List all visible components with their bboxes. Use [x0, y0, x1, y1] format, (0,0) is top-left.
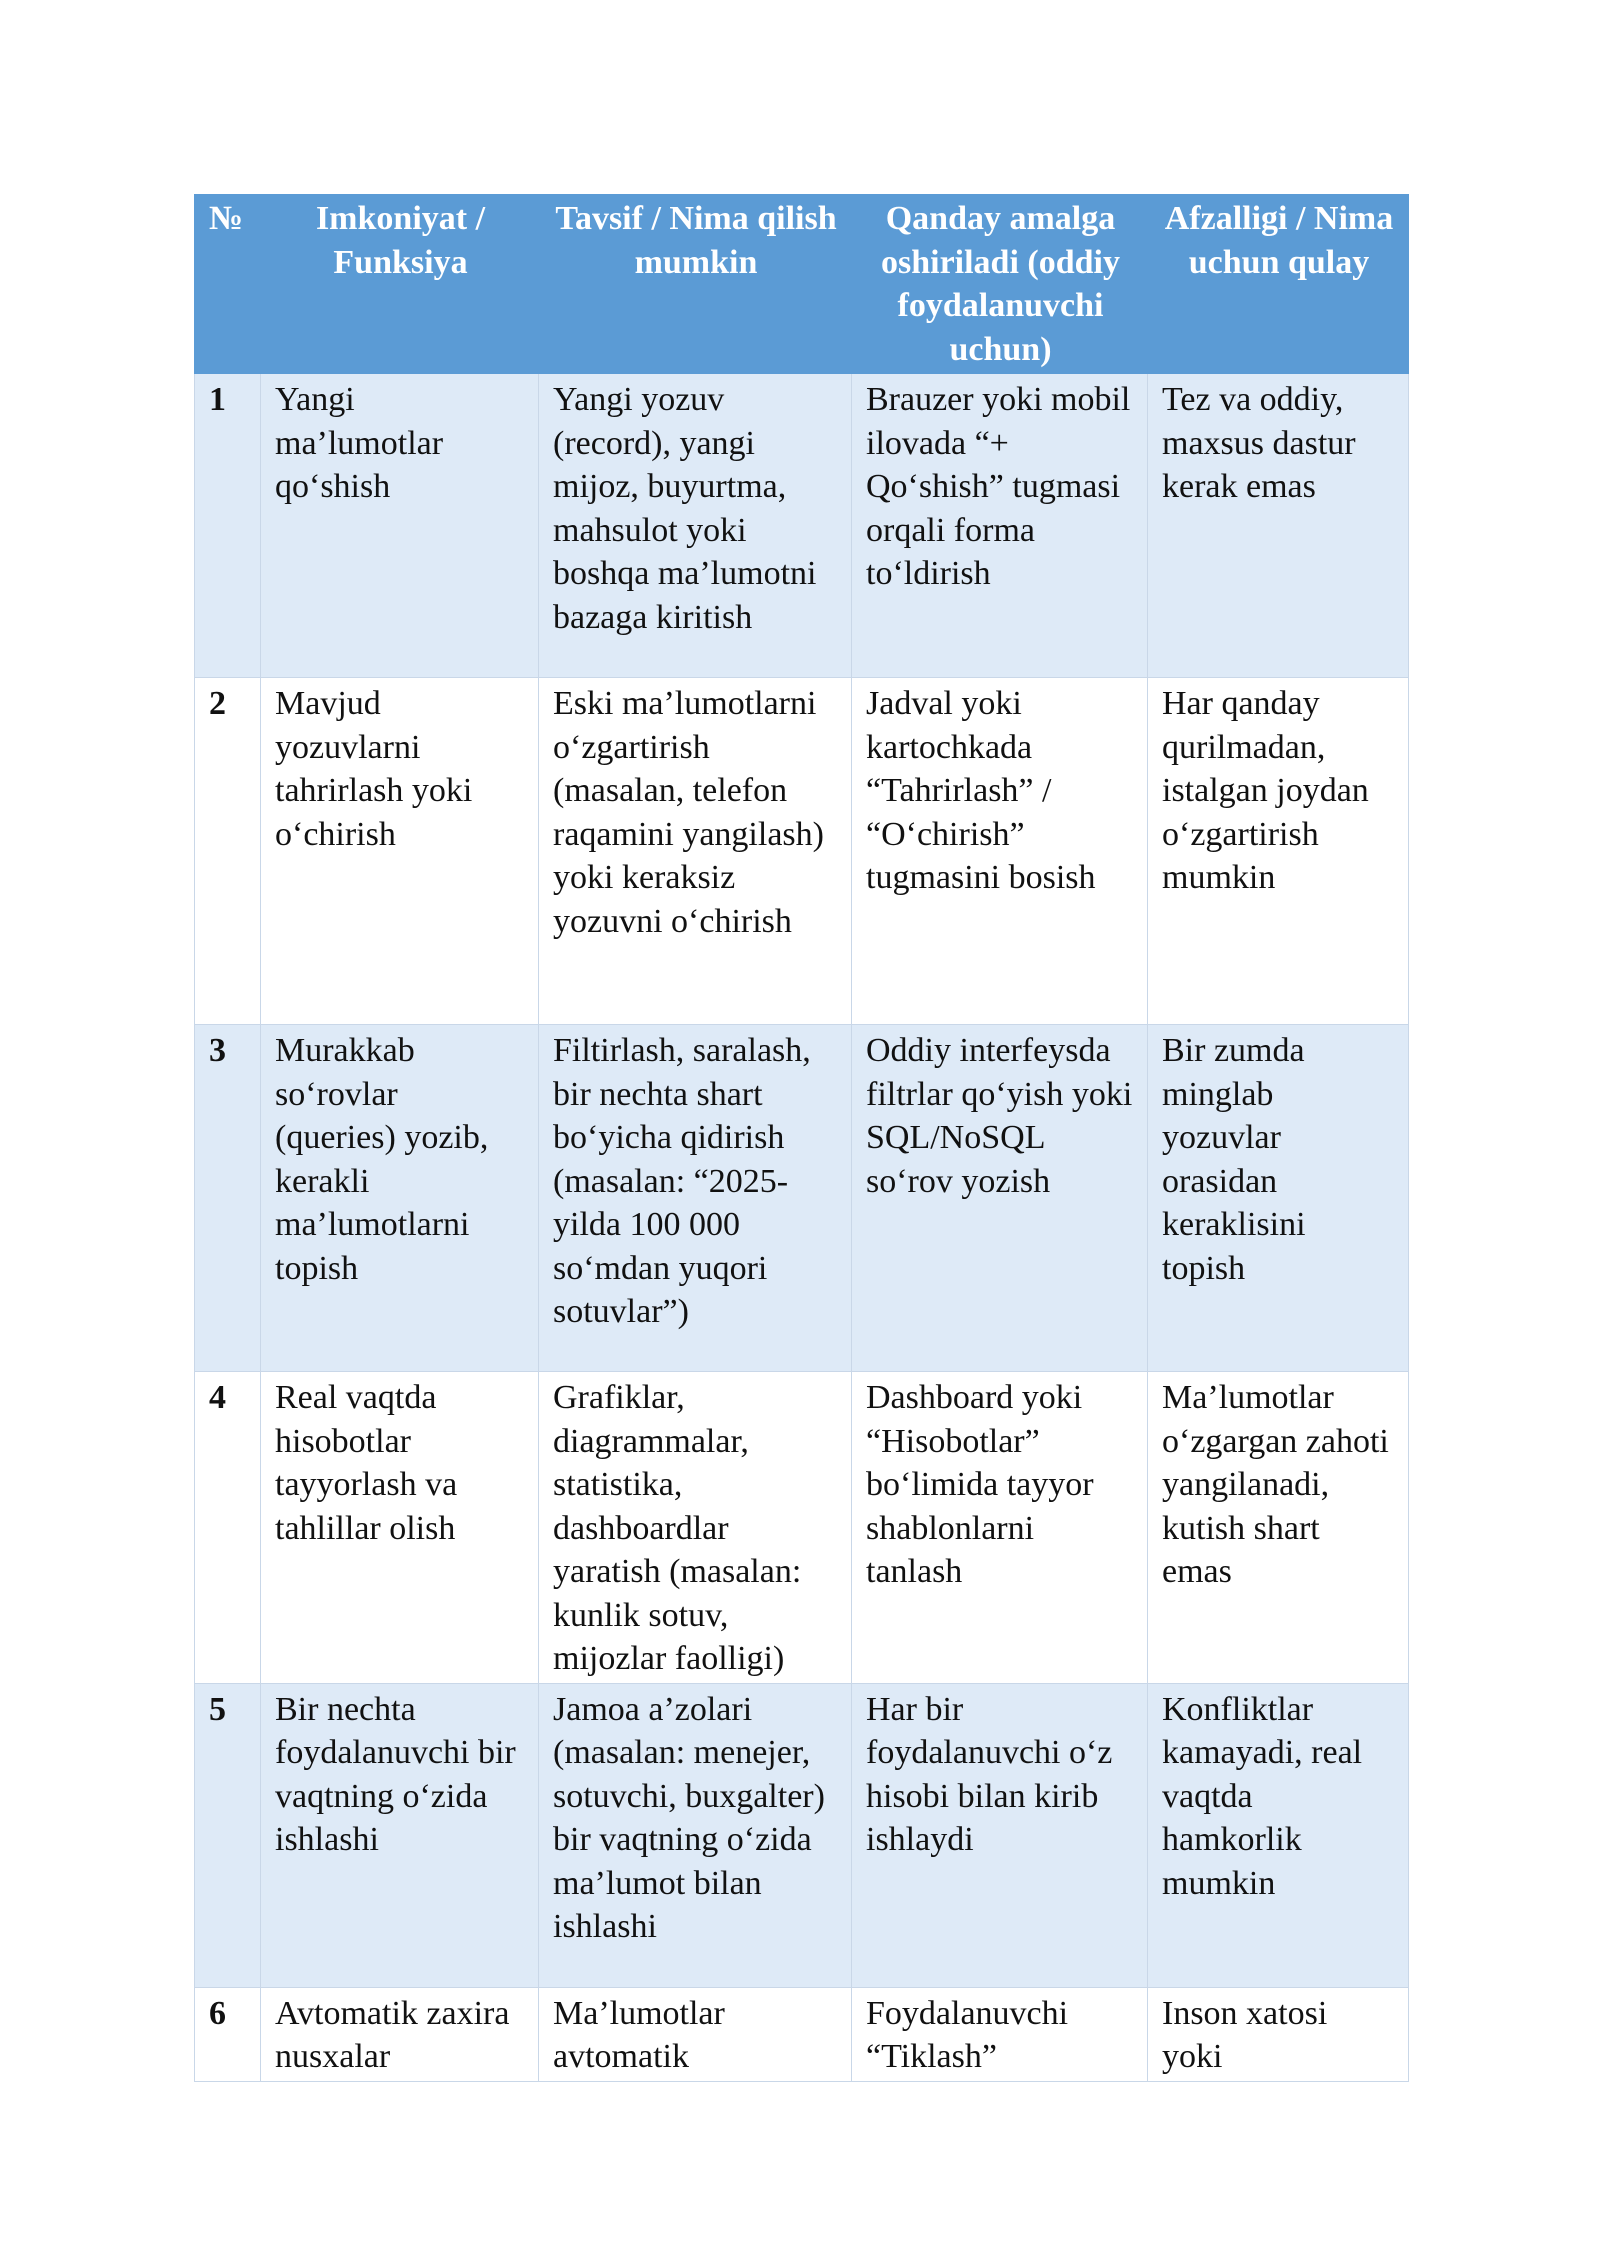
feature-cell: Yangi ma’lumotlar qo‘shish	[261, 374, 539, 678]
description-cell: Jamoa a’zolari (masalan: menejer, sotuvchi, buxgalter) bir vaqtning o‘zida ma’lumot bilan ishlashi	[539, 1683, 852, 1987]
table-header-row	[195, 195, 1409, 374]
table-row	[195, 1025, 1409, 1372]
header-benefit: Afzalligi / Nima uchun qulay	[1148, 195, 1409, 374]
row-number: 6	[195, 1987, 261, 2081]
table-row	[195, 374, 1409, 678]
description-cell: Ma’lumotlar avtomatik	[539, 1987, 852, 2081]
how-cell: Brauzer yoki mobil ilovada “+ Qo‘shish” tugmasi orqali forma to‘ldirish	[852, 374, 1148, 678]
benefit-cell: Konfliktlar kamayadi, real vaqtda hamkorlik mumkin	[1148, 1683, 1409, 1987]
how-cell: Jadval yoki kartochkada “Tahrirlash” / “O‘chirish” tugmasini bosish	[852, 678, 1148, 1025]
header-how: Qanday amalga oshiriladi (oddiy foydalanuvchi uchun)	[852, 195, 1148, 374]
description-cell: Yangi yozuv (record), yangi mijoz, buyurtma, mahsulot yoki boshqa ma’lumotni bazaga kiritish	[539, 374, 852, 678]
how-cell: Oddiy interfeysda filtrlar qo‘yish yoki SQL/NoSQL so‘rov yozish	[852, 1025, 1148, 1372]
feature-cell: Bir nechta foydalanuvchi bir vaqtning o‘zida ishlashi	[261, 1683, 539, 1987]
feature-cell: Avtomatik zaxira nusxalar	[261, 1987, 539, 2081]
description-cell: Eski ma’lumotlarni o‘zgartirish (masalan, telefon raqamini yangilash) yoki keraksiz yozuvni o‘chirish	[539, 678, 852, 1025]
feature-cell: Murakkab so‘rovlar (queries) yozib, kerakli ma’lumotlarni topish	[261, 1025, 539, 1372]
benefit-cell: Tez va oddiy, maxsus dastur kerak emas	[1148, 374, 1409, 678]
feature-cell: Mavjud yozuvlarni tahrirlash yoki o‘chirish	[261, 678, 539, 1025]
table-row	[195, 678, 1409, 1025]
header-feature: Imkoniyat / Funksiya	[261, 195, 539, 374]
table-row	[195, 1987, 1409, 2081]
row-number: 5	[195, 1683, 261, 1987]
benefit-cell: Har qanday qurilmadan, istalgan joydan o‘zgartirish mumkin	[1148, 678, 1409, 1025]
description-cell: Grafiklar, diagrammalar, statistika, dashboardlar yaratish (masalan: kunlik sotuv, mijozlar faolligi)	[539, 1372, 852, 1684]
benefit-cell: Ma’lumotlar o‘zgargan zahoti yangilanadi, kutish shart emas	[1148, 1372, 1409, 1684]
table-row	[195, 1372, 1409, 1684]
description-cell: Filtirlash, saralash, bir nechta shart bo‘yicha qidirish (masalan: “2025-yilda 100 000 so‘mdan yuqori sotuvlar”)	[539, 1025, 852, 1372]
row-number: 2	[195, 678, 261, 1025]
how-cell: Har bir foydalanuvchi o‘z hisobi bilan kirib ishlaydi	[852, 1683, 1148, 1987]
how-cell: Dashboard yoki “Hisobotlar” bo‘limida tayyor shablonlarni tanlash	[852, 1372, 1148, 1684]
header-number: №	[195, 195, 261, 374]
capabilities-table	[194, 194, 1409, 2082]
row-number: 4	[195, 1372, 261, 1684]
header-description: Tavsif / Nima qilish mumkin	[539, 195, 852, 374]
row-number: 3	[195, 1025, 261, 1372]
row-number: 1	[195, 374, 261, 678]
how-cell: Foydalanuvchi “Tiklash”	[852, 1987, 1148, 2081]
table-row	[195, 1683, 1409, 1987]
feature-cell: Real vaqtda hisobotlar tayyorlash va tahlillar olish	[261, 1372, 539, 1684]
benefit-cell: Bir zumda minglab yozuvlar orasidan keraklisini topish	[1148, 1025, 1409, 1372]
benefit-cell: Inson xatosi yoki	[1148, 1987, 1409, 2081]
